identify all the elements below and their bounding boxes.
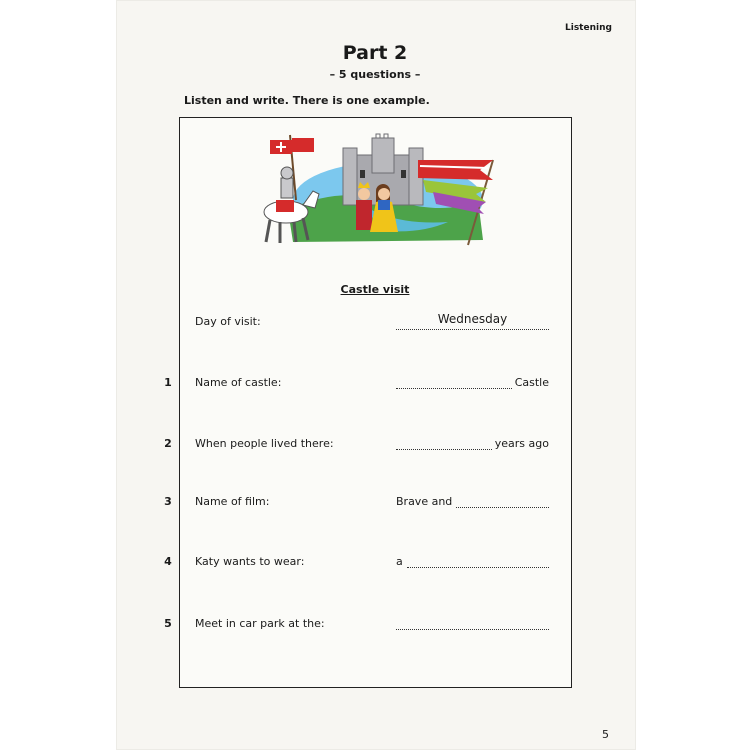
question-number: 4	[164, 555, 172, 568]
form-title: Castle visit	[340, 283, 410, 296]
section-label: Listening	[565, 23, 612, 33]
answer-field-3[interactable]	[396, 495, 549, 508]
example-answer-line	[396, 312, 549, 330]
question-label: Katy wants to wear:	[195, 555, 305, 568]
answer-suffix: years ago	[494, 437, 549, 450]
question-number: 1	[164, 376, 172, 389]
example-row	[0, 312, 750, 335]
part-title: Part 2	[342, 42, 408, 64]
question-row-2	[0, 437, 750, 457]
part-subtitle: – 5 questions –	[329, 68, 421, 81]
question-number: 2	[164, 437, 172, 450]
example-answer: Wednesday	[437, 312, 508, 326]
example-label: Day of visit:	[195, 315, 261, 328]
question-label: When people lived there:	[195, 437, 334, 450]
page-number: 5	[602, 728, 609, 741]
answer-field-5[interactable]	[396, 617, 549, 630]
question-label: Name of film:	[195, 495, 270, 508]
answer-suffix: Castle	[514, 376, 549, 389]
question-row-5	[0, 617, 750, 637]
answer-prefix: a	[396, 555, 403, 568]
answer-field-2[interactable]	[396, 437, 549, 450]
question-row-3	[0, 495, 750, 515]
question-row-4	[0, 555, 750, 575]
answer-prefix: Brave and	[396, 495, 453, 508]
question-row-1	[0, 376, 750, 396]
question-number: 3	[164, 495, 172, 508]
question-number: 5	[164, 617, 172, 630]
question-label: Meet in car park at the:	[195, 617, 325, 630]
instruction-text: Listen and write. There is one example.	[184, 94, 430, 107]
question-label: Name of castle:	[195, 376, 282, 389]
castle-illustration	[248, 130, 496, 250]
answer-field-1[interactable]	[396, 376, 549, 389]
answer-field-4[interactable]	[396, 555, 549, 568]
